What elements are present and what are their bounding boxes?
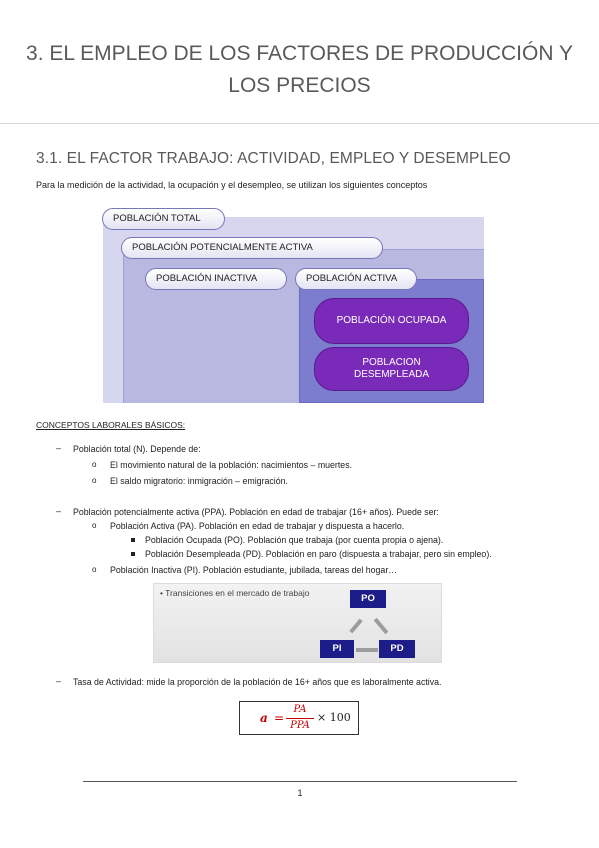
intro-paragraph: Para la medición de la actividad, la ocupación y el desempleo, se utilizan los siguientes conceptos [36, 180, 428, 190]
employed-population-oval: POBLACIÓN OCUPADA [314, 298, 469, 344]
concept-employed: Población Ocupada (PO). Población que trabaja (por cuenta propia o ajena). [145, 535, 444, 545]
dash-bullet: – [56, 506, 62, 516]
circle-bullet: o [92, 460, 97, 469]
concepts-heading: CONCEPTOS LABORALES BÁSICOS: [36, 420, 186, 430]
unemployed-line-2: DESEMPLEADA [353, 369, 430, 380]
circle-bullet: o [92, 476, 97, 485]
pd-box: PD [379, 640, 415, 658]
arrow-pi-po [349, 619, 362, 634]
unemployed-line-1: POBLACION [362, 357, 421, 368]
concept-active-population: Población Activa (PA). Población en edad de trabajar y dispuesta a hacerlo. [110, 521, 405, 531]
formula-lhs: a [260, 711, 268, 725]
title-line-1: 3. EL EMPLEO DE LOS FACTORES DE PRODUCCIÓN Y [26, 42, 573, 65]
population-diagram [99, 205, 486, 405]
formula-denominator: PPA [290, 720, 310, 731]
pi-box: PI [320, 640, 354, 658]
circle-bullet: o [92, 565, 97, 574]
transitions-label: • Transiciones en el mercado de trabajo [160, 588, 310, 598]
activity-rate-formula [239, 701, 359, 735]
formula-numerator: PA [293, 704, 307, 715]
dash-bullet: – [56, 443, 62, 453]
footer-divider [83, 781, 517, 782]
concept-unemployed: Población Desempleada (PD). Población en paro (dispuesta a trabajar, pero sin empleo). [145, 549, 492, 559]
title-line-2: LOS PRECIOS [228, 74, 371, 97]
formula-rhs: × 100 [317, 711, 351, 724]
arrow-po-pd [374, 618, 389, 634]
concept-total-population: Población total (N). Depende de: [73, 444, 201, 454]
dash-bullet: – [56, 676, 62, 686]
arrow-pi-pd [356, 648, 378, 652]
concept-inactive: Población Inactiva (PI). Población estudiante, jubilada, tareas del hogar… [110, 565, 398, 575]
formula-equals: = [274, 711, 285, 725]
concept-migration-balance: El saldo migratorio: inmigración – emigración. [110, 476, 288, 486]
labor-market-transitions-figure [153, 583, 442, 663]
unemployed-population-oval [314, 347, 469, 391]
section-heading: 3.1. EL FACTOR TRABAJO: ACTIVIDAD, EMPLEO Y DESEMPLEO [36, 150, 511, 167]
po-box: PO [350, 590, 386, 608]
title-divider [0, 123, 599, 124]
active-population-label: POBLACIÓN ACTIVA [295, 268, 417, 290]
inactive-population-label: POBLACIÓN INACTIVA [145, 268, 287, 290]
document-title [20, 38, 579, 102]
formula-fraction-bar [286, 718, 314, 719]
page-number: 1 [297, 788, 303, 798]
square-bullet [131, 538, 135, 542]
concept-ppa: Población potencialmente activa (PPA). Población en edad de trabajar (16+ años). Puede ser: [73, 507, 439, 517]
circle-bullet: o [92, 521, 97, 530]
square-bullet [131, 552, 135, 556]
ppa-label: POBLACIÓN POTENCIALMENTE ACTIVA [121, 237, 383, 259]
total-population-label: POBLACIÓN TOTAL [102, 208, 225, 230]
concept-activity-rate: Tasa de Actividad: mide la proporción de la población de 16+ años que es laboralmente activa. [73, 677, 442, 687]
concept-natural-movement: El movimiento natural de la población: nacimientos – muertes. [110, 460, 353, 470]
